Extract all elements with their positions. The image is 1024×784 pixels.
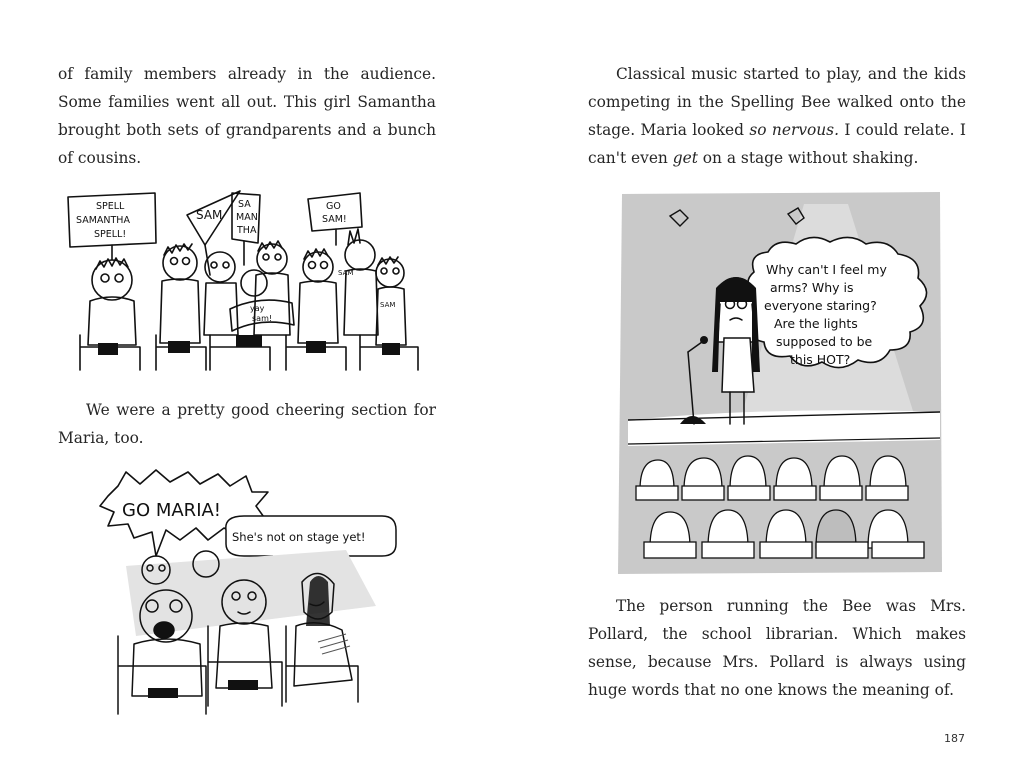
- stage-drawing: [618, 192, 944, 574]
- text-segment: Classical music started to play, and the kids competing in the Spelling Bee walked onto the stage. Maria looked: [588, 65, 966, 139]
- sign-text: SAM: [380, 301, 396, 309]
- cheering-family-drawing: [60, 185, 440, 380]
- left-paragraph-1: of family members already in the audience. Some families went all out. This girl Samantha brought both sets of grandparents and a bunch of cousins.: [58, 65, 436, 167]
- illustration-maria-on-stage: [618, 192, 944, 574]
- thought-line: everyone staring?: [764, 298, 877, 313]
- text-segment: I could relate. I can't even: [588, 121, 966, 167]
- thought-line: supposed to be: [776, 334, 873, 349]
- sign-text: SPELL!: [94, 229, 127, 240]
- emphasis-so-nervous: so nervous.: [749, 121, 839, 139]
- sign-text: SAM: [338, 269, 354, 277]
- page-number: 187: [944, 732, 965, 745]
- right-paragraph-2: The person running the Bee was Mrs. Pollard, the school librarian. Which makes sense, because Mrs. Pollard is always using huge words that no one knows the meaning of.: [588, 597, 966, 699]
- sign-text: THA: [237, 225, 257, 236]
- sign-text: yay: [250, 304, 265, 313]
- thought-line: this HOT?: [790, 352, 851, 367]
- sign-text: SPELL: [96, 201, 125, 212]
- left-paragraph-2: We were a pretty good cheering section for Maria, too.: [58, 401, 436, 447]
- sign-text: GO: [326, 201, 341, 212]
- emphasis-get: get: [672, 149, 698, 167]
- sign-text: SAMANTHA: [76, 215, 130, 226]
- right-paragraph-1: [588, 60, 966, 172]
- illustration-cheering-family: [60, 185, 440, 380]
- thought-line: Are the lights: [774, 316, 858, 331]
- sign-text: SA: [238, 199, 251, 210]
- go-maria-drawing: [96, 466, 406, 718]
- thought-line: Why can't I feel my: [766, 262, 887, 277]
- thought-line: arms? Why is: [770, 280, 854, 295]
- sign-text: MAN: [236, 212, 258, 223]
- illustration-go-maria: [96, 466, 406, 718]
- sign-text: SAM: [196, 208, 223, 222]
- bubble-text-go-maria: GO MARIA!: [122, 500, 222, 521]
- text-segment: on a stage without shaking.: [697, 149, 919, 167]
- bubble-text-not-on-stage: She's not on stage yet!: [232, 530, 366, 544]
- sign-text: SAM!: [322, 214, 347, 225]
- sign-text: sam!: [252, 314, 273, 323]
